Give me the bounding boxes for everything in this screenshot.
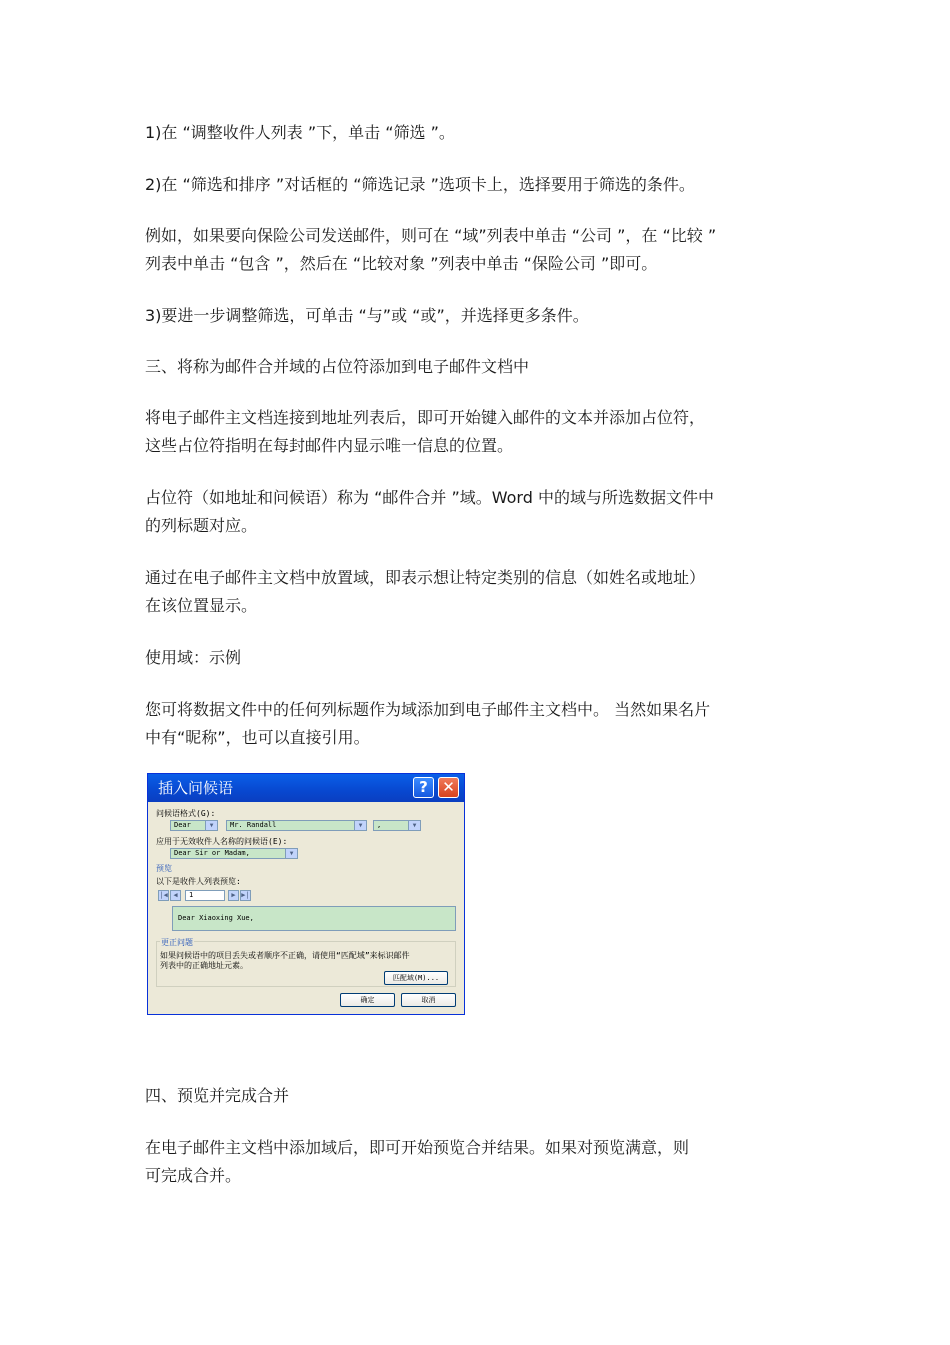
text-line: 这些占位符指明在每封邮件内显示唯一信息的位置。 bbox=[145, 436, 514, 455]
paragraph-placeholders bbox=[145, 404, 815, 460]
last-record-icon[interactable]: ▶| bbox=[241, 891, 250, 899]
paragraph-filter-step-1 bbox=[145, 119, 815, 147]
text-line: 1)在 “调整收件人列表 ”下，单击 “筛选 ”。 bbox=[145, 123, 455, 142]
text-line: 您可将数据文件中的任何列标题作为域添加到电子邮件主文档中。 当然如果名片 bbox=[145, 700, 711, 719]
insert-greeting-dialog bbox=[147, 773, 465, 1015]
punctuation-select[interactable] bbox=[373, 820, 421, 831]
text-line: 2)在 “筛选和排序 ”对话框的 “筛选记录 ”选项卡上，选择要用于筛选的条件。 bbox=[145, 175, 695, 194]
ok-button[interactable]: 确定 bbox=[340, 993, 395, 1007]
text-line: 将电子邮件主文档连接到地址列表后，即可开始键入邮件的文本并添加占位符， bbox=[145, 408, 706, 427]
chevron-down-icon: ▼ bbox=[205, 821, 217, 830]
correct-problems-label: 更正问题 bbox=[161, 938, 193, 947]
invalid-greeting-select[interactable] bbox=[170, 848, 298, 859]
first-record-icon[interactable]: |◀ bbox=[159, 891, 168, 899]
match-fields-button[interactable]: 匹配域(M)... bbox=[384, 971, 448, 985]
text-line: 中有“昵称”，也可以直接引用。 bbox=[145, 728, 370, 747]
text-line: 使用域：示例 bbox=[145, 648, 242, 667]
name-format-select[interactable] bbox=[226, 820, 367, 831]
salutation-value: Dear bbox=[174, 821, 191, 829]
greeting-preview-text: Dear Xiaoxing Xue, bbox=[178, 914, 254, 922]
greeting-preview-box bbox=[172, 906, 456, 931]
text-line: 占位符（如地址和问候语）称为 “邮件合并 ”域。Word 中的域与所选数据文件中 bbox=[145, 488, 714, 507]
text-line: 列表中单击 “包含 ”，然后在 “比较对象 ”列表中单击 “保险公司 ”即可。 bbox=[145, 254, 658, 273]
chevron-down-icon: ▼ bbox=[408, 821, 420, 830]
text-line: 在该位置显示。 bbox=[145, 596, 258, 615]
paragraph-example-heading bbox=[145, 644, 815, 672]
section-heading-4 bbox=[145, 1082, 815, 1110]
correct-problems-text-1: 如果问候语中的项目丢失或者顺序不正确，请使用“匹配域”来标识邮件 bbox=[160, 951, 410, 960]
punctuation-value: , bbox=[377, 821, 382, 829]
record-number-input[interactable]: 1 bbox=[185, 890, 225, 901]
paragraph-insert-field bbox=[145, 564, 815, 620]
chevron-down-icon: ▼ bbox=[354, 821, 366, 830]
paragraph-merge-fields bbox=[145, 484, 815, 540]
dialog-title-bar bbox=[148, 774, 464, 802]
text-line: 的列标题对应。 bbox=[145, 516, 258, 535]
name-format-value: Mr. Randall bbox=[230, 821, 277, 829]
paragraph-filter-step-3 bbox=[145, 302, 815, 330]
paragraph-example bbox=[145, 222, 815, 278]
section-heading-3 bbox=[145, 353, 815, 381]
paragraph-column-headings bbox=[145, 696, 815, 752]
dialog-title: 插入问候语 bbox=[158, 779, 234, 797]
next-record-icon[interactable]: ▶ bbox=[228, 890, 239, 901]
text-line: 四、预览并完成合并 bbox=[145, 1086, 290, 1105]
text-line: 3)要进一步调整筛选，可单击 “与”或 “或”，并选择更多条件。 bbox=[145, 306, 589, 325]
paragraph-filter-step-2 bbox=[145, 171, 815, 199]
text-line: 例如，如果要向保险公司发送邮件，则可在 “域”列表中单击 “公司 ”，在 “比较 ” bbox=[145, 226, 717, 245]
text-line: 在电子邮件主文档中添加域后，即可开始预览合并结果。如果对预览满意，则 bbox=[145, 1138, 690, 1157]
greeting-format-label: 问候语格式(G): bbox=[156, 809, 216, 818]
invalid-greeting-value: Dear Sir or Madam, bbox=[174, 849, 250, 857]
preview-section-label: 预览 bbox=[156, 864, 172, 873]
close-icon[interactable]: ✕ bbox=[438, 777, 459, 798]
text-line: 三、将称为邮件合并域的占位符添加到电子邮件文档中 bbox=[145, 357, 530, 376]
chevron-down-icon: ▼ bbox=[285, 849, 297, 858]
text-line: 通过在电子邮件主文档中放置域，即表示想让特定类别的信息（如姓名或地址） bbox=[145, 568, 706, 587]
text-line: 可完成合并。 bbox=[145, 1166, 242, 1185]
cancel-button[interactable]: 取消 bbox=[401, 993, 456, 1007]
help-icon[interactable]: ? bbox=[413, 777, 434, 798]
paragraph-preview-merge bbox=[145, 1134, 815, 1190]
salutation-select[interactable] bbox=[170, 820, 218, 831]
preview-description: 以下是收件人列表预览: bbox=[156, 877, 241, 886]
invalid-recipient-label: 应用于无效收件人名称的问候语(E): bbox=[156, 837, 288, 846]
correct-problems-text-2: 列表中的正确地址元素。 bbox=[160, 961, 248, 970]
previous-record-icon[interactable]: ◀ bbox=[170, 890, 181, 901]
